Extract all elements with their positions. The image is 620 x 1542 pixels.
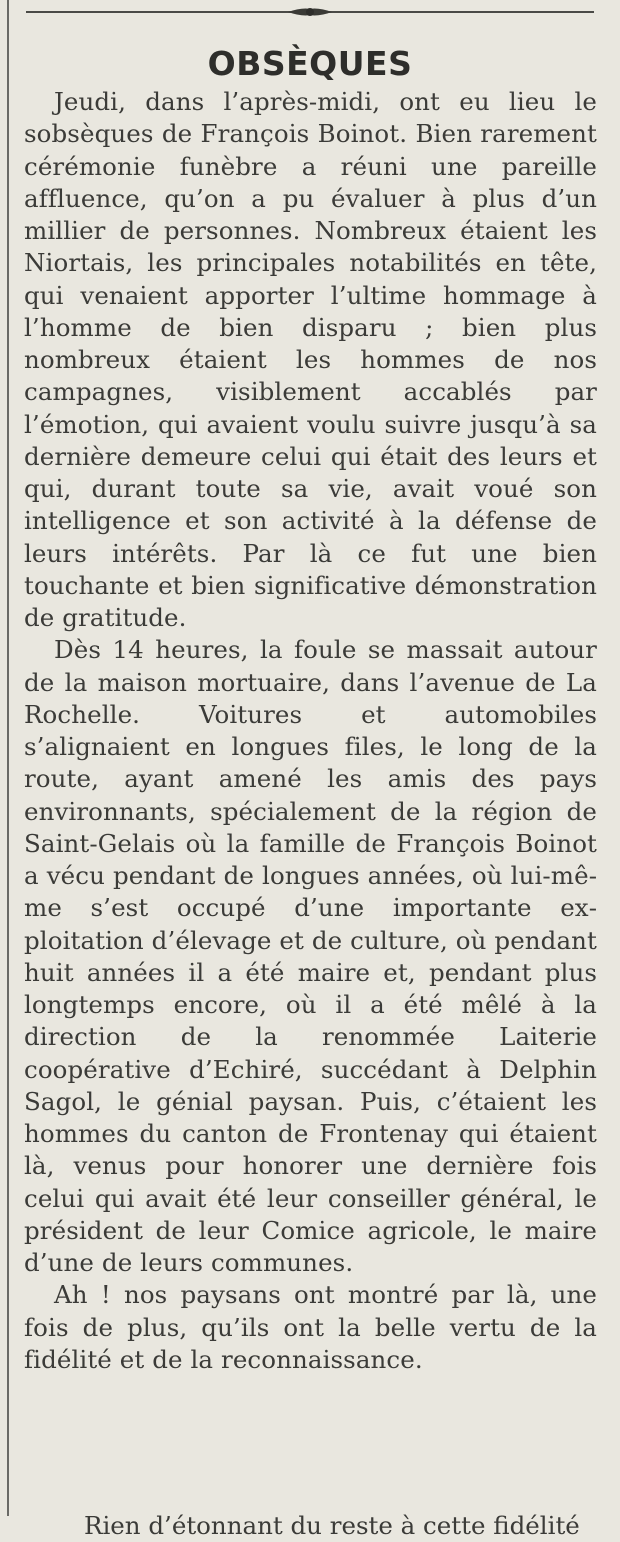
cutoff-text: Rien d’étonnant du reste à cette fidélité <box>84 1511 580 1540</box>
paragraph-2: Dès 14 heures, la foule se massait autour de la maison mortuaire, dans l’avenue de La Rochelle. Voitures et automobiles s’alignaient en longues files, le long de la route, ayant amené les amis des pays environnants, spécialement de la région de Saint-Gelais où la famille de François Boinot a vécu pendant de longues années, où lui-même s’est occupé d’une importante exploitation d’élevage et de culture, où pendant huit années il a été maire et, pendant plus longtemps encore, où il a été mêlé à la direction de la renommée Laiterie coopérative d’Echiré, succédant à Delphin Sagol, le génial paysan. Puis, c’étaient les hommes du canton de Frontenay qui étaient là, venus pour honorer une dernière fois celui qui avait été leur conseiller général, le président de leur Comice agricole, le maire d’une de leurs communes. <box>24 635 597 1277</box>
section-divider <box>26 0 594 26</box>
column-rule-left <box>7 0 9 1516</box>
paragraph-1: Jeudi, dans l’après-midi, ont eu lieu le sobsèques de François Boinot. Bien rarement cérémonie funèbre a réuni une pareille affluence, qu’on a pu évaluer à plus d’un millier de personnes. Nombreux étaient les Niortais, les principales notabilités en tête, qui venaient apporter l’ultime hommage à l’homme de bien disparu ; bien plus nombreux étaient les hommes de nos campagnes, visiblement accablés par l’émotion, qui avaient voulu suivre jusqu’à sa dernière demeure celui qui était des leurs et qui, durant toute sa vie, avait voué son intelligence et son activité à la défense de leurs intérêts. Par là ce fut une bien touchante et bien significative démonstration de gratitude. <box>24 87 597 632</box>
cutoff-line <box>24 1506 597 1540</box>
article-title: OBSÈQUES <box>207 44 413 83</box>
paragraph-3: Ah ! nos paysans ont montré par là, une fois de plus, qu’ils ont la belle vertu de la fidélité et de la reconnaissance. <box>24 1280 597 1374</box>
article-body <box>24 86 597 1376</box>
